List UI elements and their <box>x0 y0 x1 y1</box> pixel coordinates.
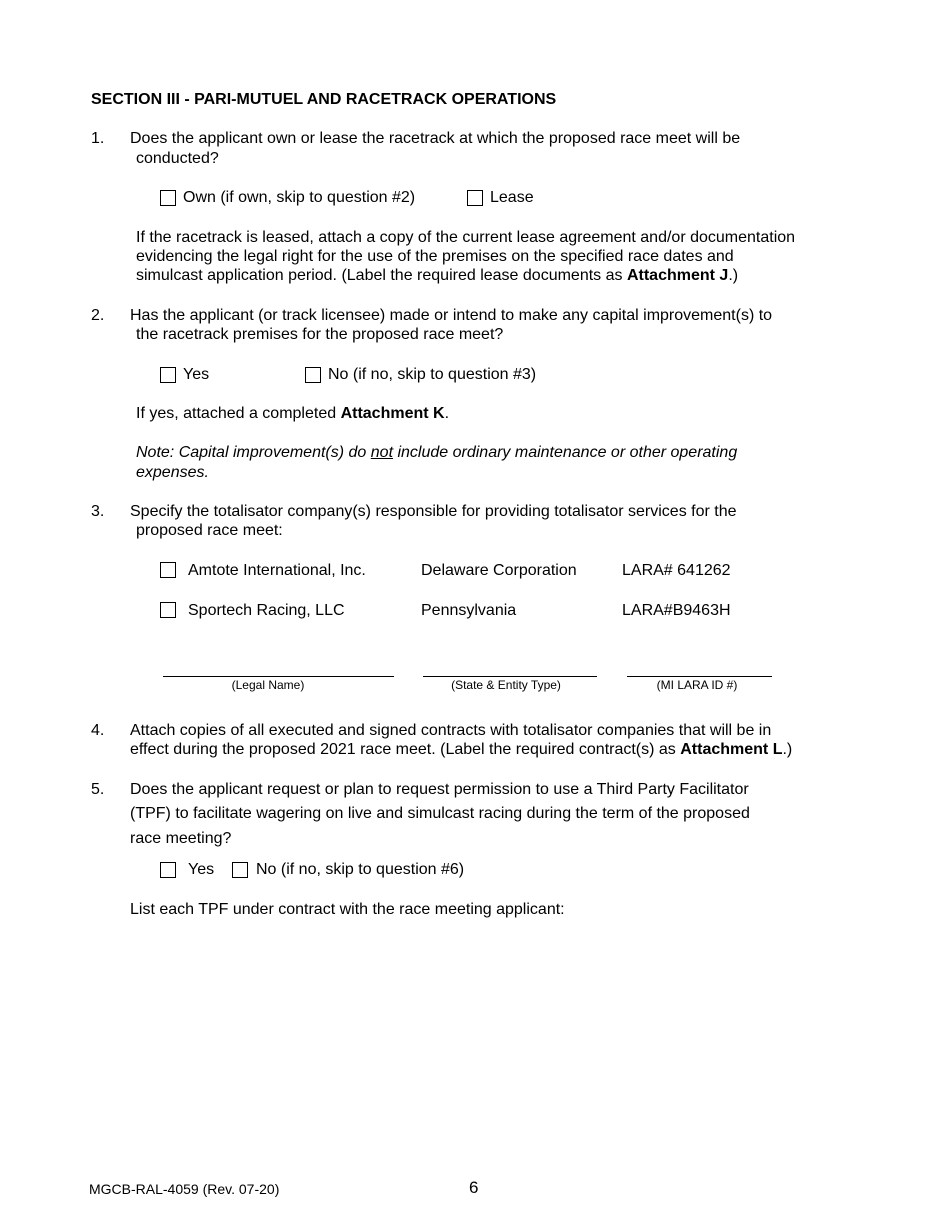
own-checkbox[interactable] <box>160 190 176 206</box>
q2-text-line1: Has the applicant (or track licensee) made or intend to make any capital improvement(s) to <box>130 307 773 324</box>
q2-number: 2. <box>91 307 105 324</box>
lara-id-line[interactable] <box>627 676 772 677</box>
q2-attach-instruction <box>136 405 449 423</box>
q5-text-line2: (TPF) to facilitate wagering on live and simulcast racing during the term of the proposed <box>130 805 750 822</box>
q5-number: 5. <box>91 781 105 798</box>
legal-name-caption: (Legal Name) <box>231 678 305 692</box>
company-state: Pennsylvania <box>421 602 517 619</box>
lease-checkbox[interactable] <box>467 190 483 206</box>
company-lara-id: LARA#B9463H <box>622 602 731 619</box>
q1-text-line1: Does the applicant own or lease the racetrack at which the proposed race meet will be <box>130 130 741 147</box>
tpf-list-prompt: List each TPF under contract with the race meeting applicant: <box>130 901 565 918</box>
q5-text-line1: Does the applicant request or plan to request permission to use a Third Party Facilitator <box>130 781 749 798</box>
attachment-k-label: Attachment K <box>340 405 445 422</box>
sportech-checkbox[interactable] <box>160 602 176 618</box>
q3-text-line2: proposed race meet: <box>136 522 283 539</box>
q3-text-line1: Specify the totalisator company(s) responsible for providing totalisator services for the <box>130 503 737 520</box>
attachment-l-label: Attachment L <box>680 741 783 758</box>
lease-option-label: Lease <box>490 189 534 206</box>
q4-text-line2 <box>130 741 792 759</box>
section-title: SECTION III - PARI-MUTUEL AND RACETRACK OPERATIONS <box>91 91 557 108</box>
q2-note-text: Note: Capital improvement(s) do <box>136 444 371 461</box>
company-name: Amtote International, Inc. <box>188 562 366 579</box>
attachment-j-label: Attachment J <box>626 267 729 284</box>
q1-info-line3-end: .) <box>728 267 739 284</box>
q2-note-line1 <box>136 444 737 462</box>
q1-info-line1: If the racetrack is leased, attach a copy of the current lease agreement and/or documentation <box>136 229 796 246</box>
own-option-label: Own (if own, skip to question #2) <box>183 189 416 206</box>
q1-info-line3 <box>136 267 738 285</box>
company-state: Delaware Corporation <box>421 562 577 579</box>
lara-id-caption: (MI LARA ID #) <box>656 678 738 692</box>
q2-note-line2: expenses. <box>136 464 209 481</box>
q2-no-checkbox[interactable] <box>305 367 321 383</box>
q1-info-line2: evidencing the legal right for the use of the premises on the specified race dates and <box>136 248 734 265</box>
page-number: 6 <box>469 1178 479 1197</box>
q5-no-checkbox[interactable] <box>232 862 248 878</box>
q5-yes-label: Yes <box>188 861 215 878</box>
form-id: MGCB-RAL-4059 (Rev. 07-20) <box>89 1181 280 1197</box>
q2-yes-label: Yes <box>183 366 210 383</box>
q2-attach-text: If yes, attached a completed <box>136 405 341 422</box>
q1-info-line3-text: simulcast application period. (Label the required lease documents as <box>136 267 627 284</box>
q2-no-label: No (if no, skip to question #3) <box>328 366 537 383</box>
q2-text-line2: the racetrack premises for the proposed race meet? <box>136 326 504 343</box>
q2-attach-end: . <box>444 405 450 422</box>
q1-text-line2: conducted? <box>136 150 219 167</box>
q5-yes-checkbox[interactable] <box>160 862 176 878</box>
q4-number: 4. <box>91 722 105 739</box>
amtote-checkbox[interactable] <box>160 562 176 578</box>
q4-text-line2-body: effect during the proposed 2021 race meet. (Label the required contract(s) as <box>130 741 681 758</box>
q3-number: 3. <box>91 503 105 520</box>
q5-text-line3: race meeting? <box>130 830 232 847</box>
q2-note-text-end: include ordinary maintenance or other operating <box>393 444 738 461</box>
company-lara-id: LARA# 641262 <box>622 562 731 579</box>
company-name: Sportech Racing, LLC <box>188 602 345 619</box>
q4-text-line2-end: .) <box>782 741 793 758</box>
q5-no-label: No (if no, skip to question #6) <box>256 861 465 878</box>
state-entity-caption: (State & Entity Type) <box>451 678 561 692</box>
q2-yes-checkbox[interactable] <box>160 367 176 383</box>
q1-number: 1. <box>91 130 105 147</box>
legal-name-line[interactable] <box>163 676 394 677</box>
state-entity-line[interactable] <box>423 676 597 677</box>
q4-text-line1: Attach copies of all executed and signed contracts with totalisator companies that will be in <box>130 722 772 739</box>
q2-note-underlined: not <box>370 444 394 461</box>
